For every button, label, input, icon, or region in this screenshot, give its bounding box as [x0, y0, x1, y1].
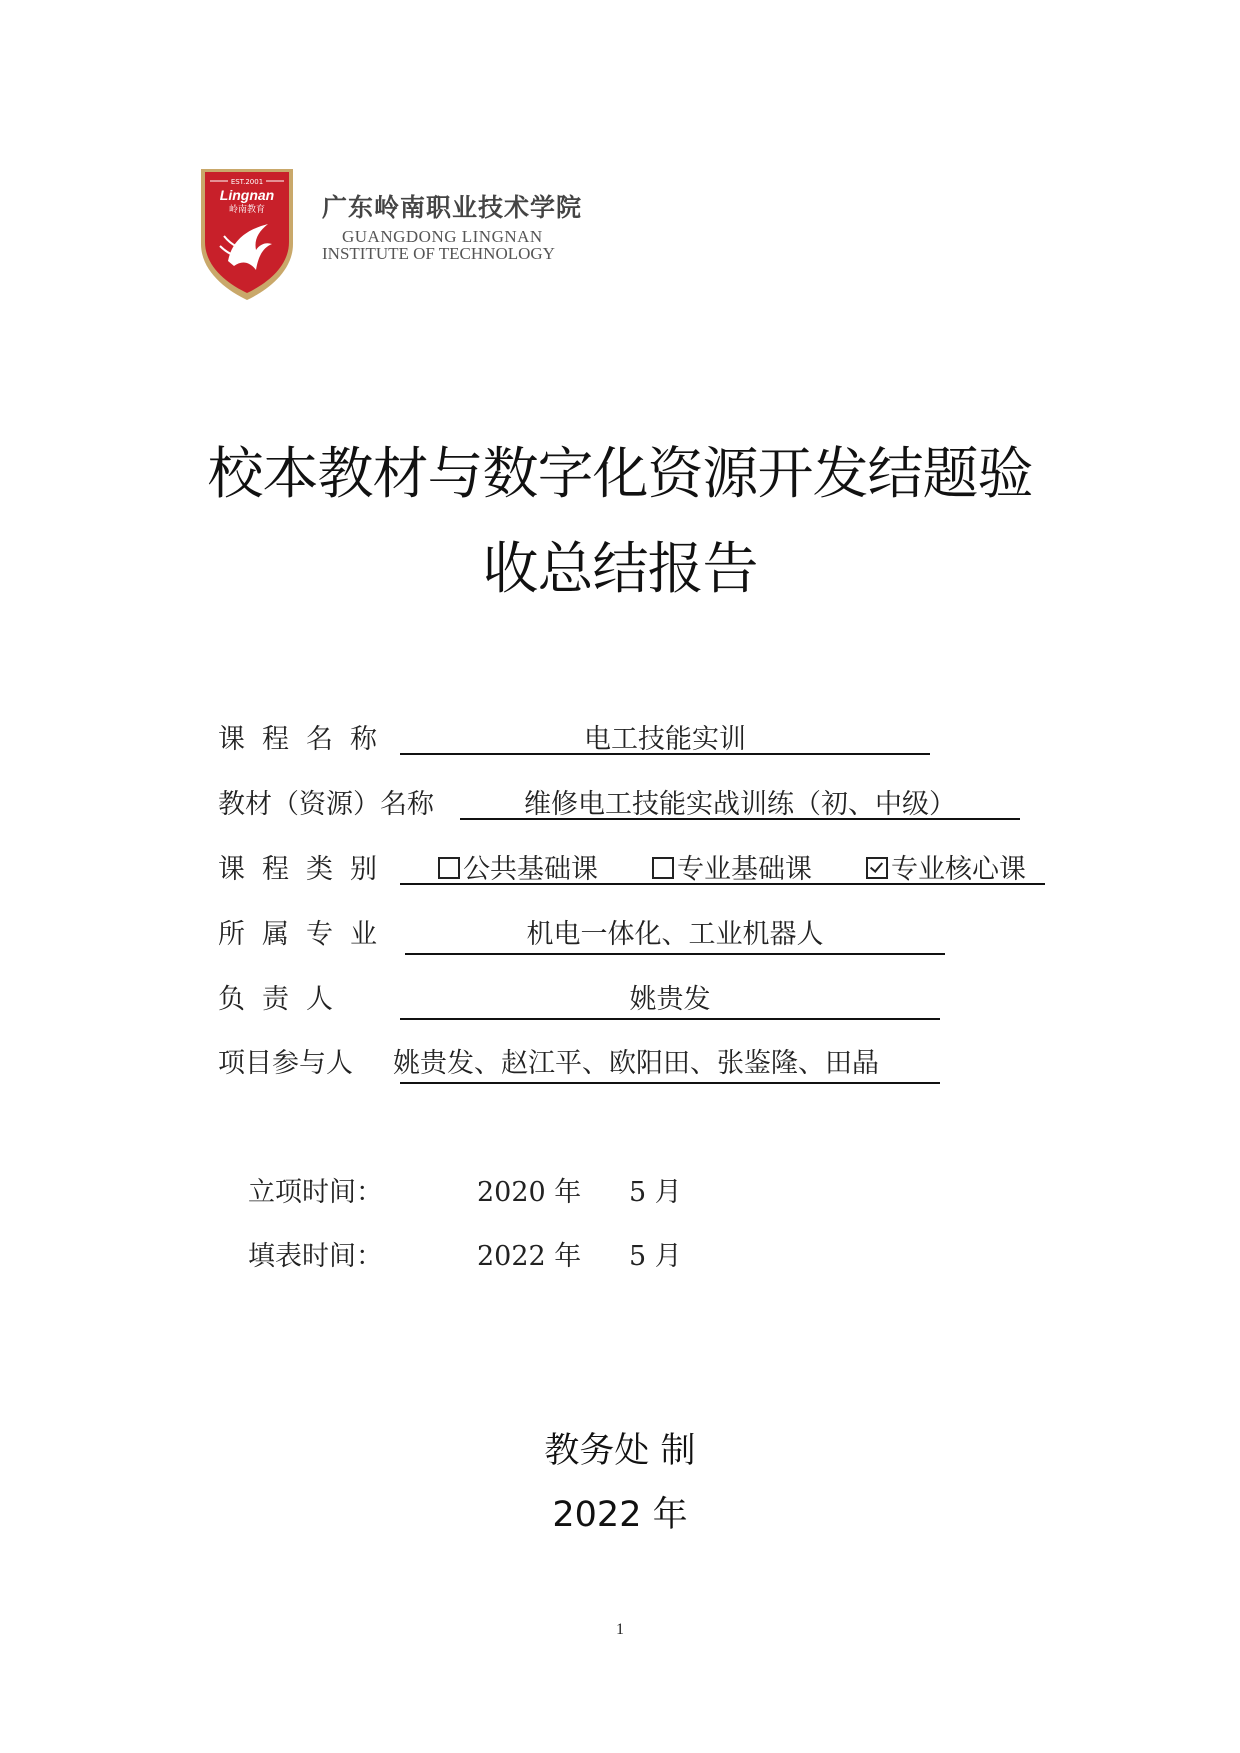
project-start-label: 立项时间： [248, 1177, 383, 1208]
institution-logo [198, 166, 598, 306]
category-option-major-basic[interactable] [652, 847, 812, 886]
category-option-label: 专业基础课 [677, 854, 812, 885]
participants-underline [400, 1082, 940, 1084]
form-filled-label: 填表时间： [248, 1241, 383, 1272]
category-option-label: 专业核心课 [891, 854, 1026, 885]
course-category-row [0, 847, 1240, 887]
checkbox-checked-icon[interactable] [866, 857, 888, 879]
page-number: 1 [616, 1621, 624, 1638]
course-name-value: 电工技能实训 [584, 724, 746, 755]
institution-name-en-line2: INSTITUTE OF TECHNOLOGY [322, 244, 555, 263]
leader-value: 姚贵发 [629, 984, 711, 1015]
textbook-name-row [0, 782, 1240, 822]
report-title-line1: 校本教材与数字化资源开发结题验 [207, 442, 1033, 507]
institution-name [322, 188, 582, 262]
form-filled-year: 2022 年 [477, 1241, 582, 1272]
participants-label: 项目参与人 [218, 1048, 353, 1079]
participants-row [0, 1041, 1240, 1081]
category-option-major-core[interactable] [866, 847, 1026, 886]
major-value: 机电一体化、工业机器人 [526, 919, 824, 950]
checkbox-unchecked-icon[interactable] [652, 857, 674, 879]
svg-text:Lingnan: Lingnan [219, 187, 275, 203]
course-category-underline [400, 883, 1045, 885]
svg-text:EST.2001: EST.2001 [230, 178, 264, 186]
svg-text:岭南教育: 岭南教育 [228, 205, 266, 215]
project-start-month: 5 月 [629, 1177, 682, 1208]
shield-emblem-icon [198, 166, 296, 306]
institution-name-cn: 广东岭南职业技术学院 [322, 193, 583, 222]
major-row [0, 912, 1240, 952]
category-option-label: 公共基础课 [463, 854, 598, 885]
major-underline [405, 953, 945, 955]
leader-label: 负责人 [218, 984, 350, 1015]
institution-name-en-line1: GUANGDONG LINGNAN [342, 227, 543, 246]
major-label: 所属专业 [218, 919, 394, 950]
course-name-underline [400, 753, 930, 755]
course-category-label: 课程类别 [218, 854, 394, 885]
textbook-name-label: 教材（资源）名称 [218, 789, 434, 820]
leader-row [0, 977, 1240, 1017]
checkbox-unchecked-icon[interactable] [438, 857, 460, 879]
issue-year: 2022 年 [552, 1495, 688, 1535]
form-filled-month: 5 月 [629, 1241, 682, 1272]
participants-value: 姚贵发、赵江平、欧阳田、张鉴隆、田晶 [393, 1048, 879, 1079]
course-name-row [0, 717, 1240, 757]
report-title-line2: 收总结报告 [482, 537, 758, 602]
category-option-public-basic[interactable] [438, 847, 598, 886]
textbook-name-value: 维修电工技能实战训练（初、中级） [524, 789, 956, 820]
issuer: 教务处 制 [544, 1431, 696, 1471]
textbook-name-underline [460, 818, 1020, 820]
project-start-year: 2020 年 [477, 1177, 582, 1208]
course-name-label: 课程名称 [218, 724, 394, 755]
leader-underline [400, 1018, 940, 1020]
